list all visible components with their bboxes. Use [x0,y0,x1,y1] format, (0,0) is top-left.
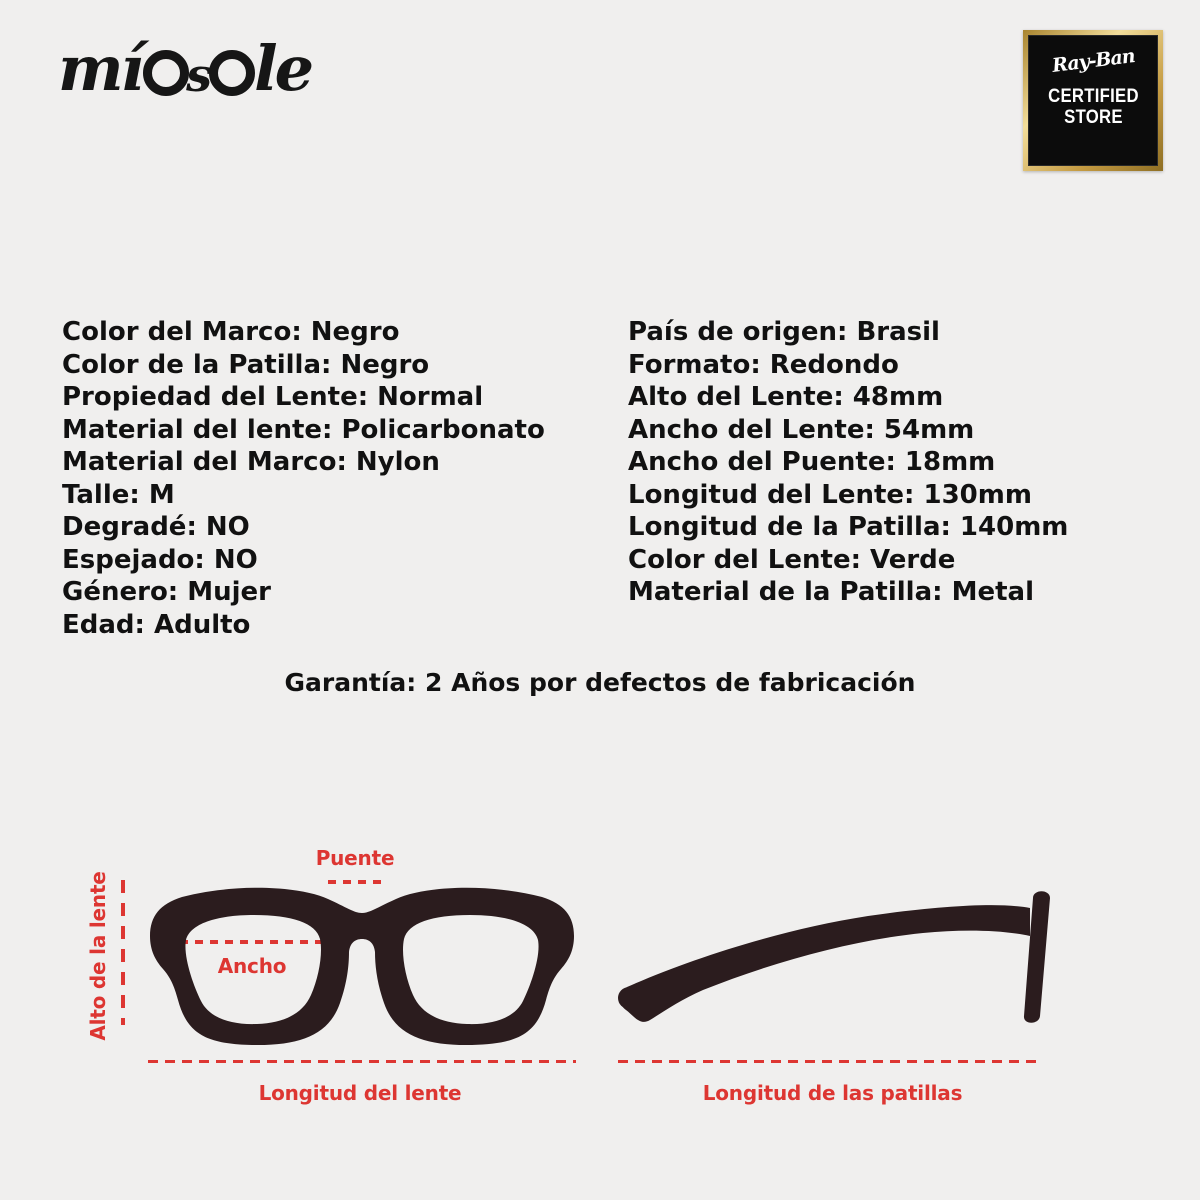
spec-line: Color del Marco: Negro [62,317,400,347]
glasses-front-diagram [148,886,576,1048]
spec-line: Ancho del Puente: 18mm [628,447,996,477]
logo-text-suffix: le [254,32,312,105]
logo-text-prefix: mí [58,32,142,105]
logo-lens-left-icon [143,50,189,96]
spec-column-right [628,316,1068,609]
logo-lens-right-icon [209,50,255,96]
spec-line: Talle: M [62,479,175,510]
longitud-patillas-dash-line [618,1060,1043,1063]
rayban-certified-badge [1023,30,1163,171]
spec-line: Material de la Patilla: Metal [628,577,1034,607]
brand-logo [58,32,312,105]
certified-store-label [1048,86,1139,128]
spec-column-left [62,316,545,641]
spec-line: Degradé: NO [62,512,250,542]
warranty-line: Garantía: 2 Años por defectos de fabricación [284,668,916,697]
spec-line: Ancho del Lente: 54mm [628,414,975,445]
spec-line: País de origen: Brasil [628,317,940,347]
spec-line: Material del Marco: Nylon [62,447,440,477]
spec-line: Formato: Redondo [628,349,899,380]
puente-label: Puente [315,846,395,870]
spec-line: Espejado: NO [62,544,258,575]
puente-dash-line [328,880,386,884]
spec-line: Alto del Lente: 48mm [628,382,944,412]
logo-text-mid: s [186,48,210,102]
badge-inner [1028,35,1158,166]
store-line: STORE [1063,107,1123,128]
rayban-script-logo: Ray-Ban [1050,45,1136,77]
longitud-lente-label: Longitud del lente [258,1081,462,1105]
spec-line: Propiedad del Lente: Normal [62,382,484,412]
spec-line: Color de la Patilla: Negro [62,349,430,380]
spec-line: Edad: Adulto [62,609,251,640]
spec-line: Color del Lente: Verde [628,544,956,575]
alto-lente-label: Alto de la lente [86,871,110,1041]
spec-line: Material del lente: Policarbonato [62,414,545,445]
ancho-label: Ancho [217,954,287,978]
alto-lente-dash-line [121,880,125,1025]
glasses-temple-diagram [618,888,1058,1028]
spec-line: Longitud del Lente: 130mm [628,479,1032,510]
spec-line: Longitud de la Patilla: 140mm [628,512,1069,542]
certified-line: CERTIFIED [1047,86,1139,107]
longitud-patillas-label: Longitud de las patillas [702,1081,963,1105]
spec-line: Género: Mujer [62,577,272,607]
longitud-lente-dash-line [148,1060,576,1063]
